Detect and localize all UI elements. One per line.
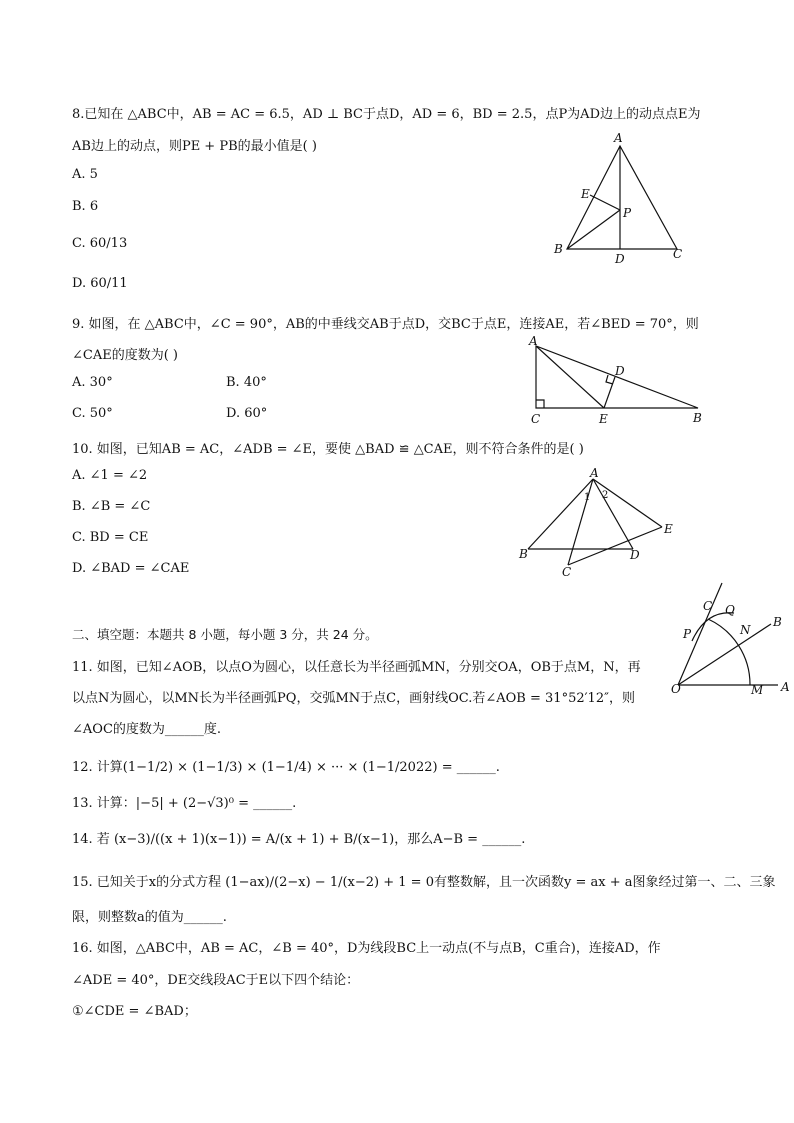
q11-label-m: M [751, 683, 764, 697]
q15-stem-line1: 15. 已知关于x的分式方程 (1−ax)/(2−x) − 1/(x−2) + 1 = 0有整数解，且一次函数y = ax + a图象经过第一、二、三象 [72, 875, 776, 890]
q12-stem: 12. 计算(1−1/2) × (1−1/3) × (1−1/4) × ··· × (1−1/2022) = ______. [72, 760, 500, 775]
q10-angle-2: 2 [602, 490, 609, 501]
q8-label-p: P [623, 206, 632, 220]
q10-label-d: D [630, 548, 640, 562]
q15-stem-line2: 限，则整数a的值为______. [72, 910, 227, 925]
q8-option-b: B. 6 [72, 199, 99, 214]
q16-stem-line1: 16. 如图，△ABC中，AB = AC，∠B = 40°，D为线段BC上一动点(不与点B，C重合)，连接AD，作 [72, 941, 661, 956]
q9-label-e: E [599, 412, 608, 426]
q11-label-a: A [781, 680, 790, 694]
q9-option-a: A. 30° [72, 375, 113, 390]
q11-label-q: Q [725, 603, 735, 617]
q11-angle-bisector-figure [666, 575, 794, 700]
q8-label-d: D [615, 252, 625, 265]
q8-label-c: C [673, 247, 683, 261]
q8-option-d: D. 60/11 [72, 276, 128, 291]
q10-congruent-triangles-figure [512, 465, 682, 580]
q8-option-c: C. 60/13 [72, 236, 128, 251]
q9-right-triangle-figure [522, 335, 712, 430]
q11-label-c: C [703, 599, 713, 613]
q10-label-e: E [664, 522, 673, 536]
q11-stem-line1: 11. 如图，已知∠AOB，以点O为圆心，以任意长为半径画弧MN，分别交OA，OB于点M，N，再 [72, 660, 641, 675]
q14-stem: 14. 若 (x−3)/((x + 1)(x−1)) = A/(x + 1) + B/(x−1)，那么A−B = ______. [72, 832, 526, 847]
q10-label-a: A [590, 466, 599, 480]
q9-label-b: B [693, 411, 702, 425]
q9-option-c: C. 50° [72, 406, 113, 421]
q8-label-b: B [554, 242, 563, 256]
q10-option-d: D. ∠BAD = ∠CAE [72, 561, 190, 576]
q9-label-a: A [529, 335, 538, 348]
q9-label-d: D [615, 364, 625, 378]
q11-label-o: O [671, 682, 681, 696]
q16-stem-line2: ∠ADE = 40°，DE交线段AC于E以下四个结论： [72, 973, 360, 988]
q9-option-b: B. 40° [226, 375, 267, 390]
q10-option-c: C. BD = CE [72, 530, 149, 545]
q10-option-b: B. ∠B = ∠C [72, 499, 151, 514]
q10-label-c: C [562, 565, 572, 579]
q9-label-c: C [531, 412, 541, 426]
section-heading-fill-blank: 二、填空题：本题共 8 小题，每小题 3 分，共 24 分。 [72, 627, 378, 642]
q11-stem-line2: 以点N为圆心，以MN长为半径画弧PQ，交弧MN于点C，画射线OC.若∠AOB = 31°52′12″，则 [72, 691, 635, 706]
q9-stem-line1: 9. 如图，在 △ABC中，∠C = 90°，AB的中垂线交AB于点D，交BC于点E，连接AE，若∠BED = 70°，则 [72, 317, 699, 332]
q8-stem-line1: 8.已知在 △ABC中，AB = AC = 6.5，AD ⊥ BC于点D，AD = 6，BD = 2.5，点P为AD边上的动点点E为 [72, 107, 701, 122]
q11-label-n: N [740, 623, 751, 637]
q11-label-p: P [683, 627, 692, 641]
q8-label-a: A [614, 131, 623, 145]
q16-conclusion-1: ①∠CDE = ∠BAD； [72, 1004, 197, 1019]
q8-stem-line2: AB边上的动点，则PE + PB的最小值是( ) [72, 139, 317, 154]
q13-stem: 13. 计算：|−5| + (2−√3)⁰ = ______. [72, 796, 297, 811]
q11-label-b: B [773, 615, 782, 629]
q8-option-a: A. 5 [72, 167, 98, 182]
q11-stem-line3: ∠AOC的度数为______度. [72, 722, 222, 737]
q9-option-d: D. 60° [226, 406, 268, 421]
q9-stem-line2: ∠CAE的度数为( ) [72, 348, 178, 363]
q10-option-a: A. ∠1 = ∠2 [72, 468, 148, 483]
q10-angle-1: 1 [584, 492, 591, 503]
q8-triangle-figure [550, 130, 690, 265]
q10-stem: 10. 如图，已知AB = AC，∠ADB = ∠E，要使 △BAD ≌ △CAE，则不符合条件的是( ) [72, 442, 584, 457]
q10-label-b: B [519, 547, 528, 561]
q8-label-e: E [581, 187, 590, 201]
